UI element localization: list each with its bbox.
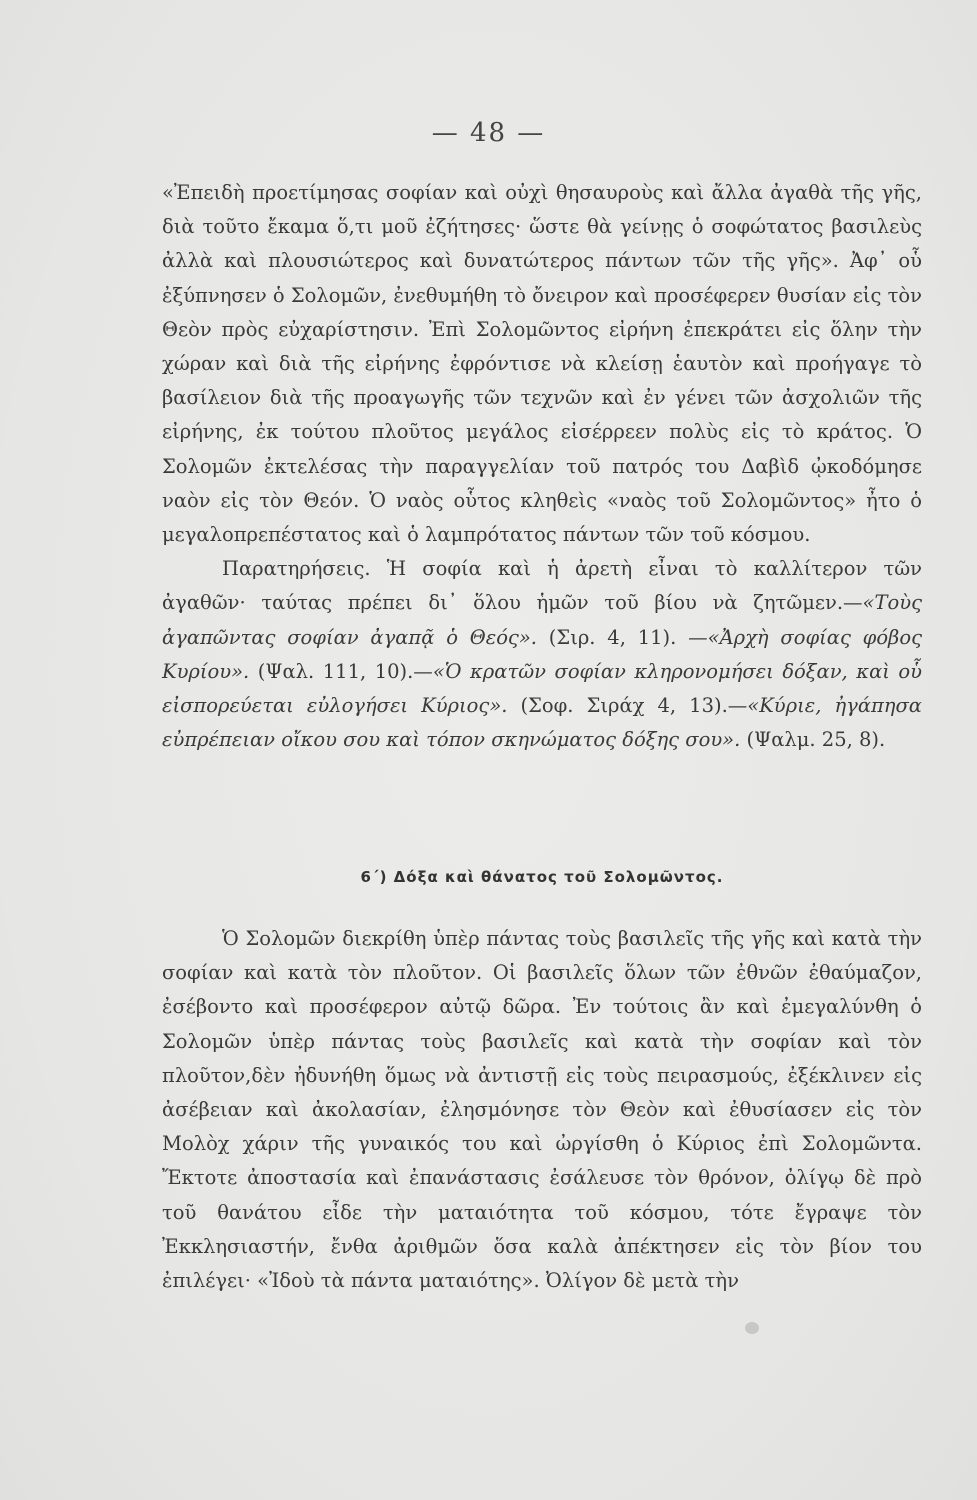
observations-label: Παρατηρήσεις. bbox=[222, 557, 371, 581]
section-heading: 6΄) Δόξα καὶ θάνατος τοῦ Σολομῶντος. bbox=[360, 868, 724, 886]
reference-sirach-4-11: (Σιρ. 4, 11). — bbox=[548, 625, 708, 649]
ink-blot bbox=[745, 1322, 759, 1334]
page-number: — 48 — bbox=[431, 118, 546, 148]
reference-sirach-4-13: (Σοφ. Σιράχ 4, 13).— bbox=[520, 694, 748, 718]
paragraph-glory-and-death: Ὁ Σολομῶν διεκρίθη ὑπὲρ πάντας τοὺς βασιλεῖς τῆς γῆς καὶ κατὰ τὴν σοφίαν καὶ κατὰ τὸν πλοῦτον. Οἱ βασιλεῖς ὅλων τῶν ἐθνῶν ἐθαύμαζον, ἐσέβοντο καὶ προσέφερον αὐτῷ δῶρα. Ἐν τούτοις ἂν καὶ ἐμεγαλύνθη ὁ Σολομῶν ὑπὲρ πάντας τοὺς βασιλεῖς καὶ κατὰ τὴν σοφίαν καὶ τὸν πλοῦτον,δὲν ἠδυνήθη ὅμως νὰ ἀντιστῇ εἰς τοὺς πειρασμούς, ἐξέκλινεν εἰς ἀσέβειαν καὶ ἀκολασίαν, ἐλησμόνησε τὸν Θεὸν καὶ ἐθυσίασεν εἰς τὸν Μολὸχ χάριν τῆς γυναικός του καὶ ὠργίσθη ὁ Κύριος ἐπὶ Σολομῶντα. Ἔκτοτε ἀποστασία καὶ ἐπανάστασις ἐσάλευσε τὸν θρόνον, ὀλίγῳ δὲ πρὸ τοῦ θανάτου εἶδε τὴν ματαιότητα τοῦ κόσμου, τότε ἔγραψε τὸν Ἐκκλησιαστήν, ἔνθα ἀριθμῶν ὅσα καλὰ ἀπέκτησεν εἰς τὸν βίον του ἐπιλέγει· «Ἰδοὺ τὰ πάντα ματαιότης». Ὀλίγον δὲ μετὰ τὴν bbox=[162, 927, 922, 1293]
section-text-block bbox=[162, 922, 922, 1298]
quote-sirach-4-11: «Τοὺς ἀγαπῶντας σοφίαν ἀγαπᾷ ὁ Θεός». bbox=[162, 591, 922, 649]
quote-psalm-25: «Κύριε, ἠγάπησα εὐπρέπειαν οἴκου σου καὶ τόπον σκηνώματος δόξης σου». bbox=[162, 694, 922, 752]
paragraph-solomon-dream: «Ἐπειδὴ προετίμησας σοφίαν καὶ οὐχὶ θησαυροὺς καὶ ἄλλα ἀγαθὰ τῆς γῆς, διὰ τοῦτο ἔκαμα ὅ,τι μοῦ ἐζήτησες· ὥστε θὰ γείνῃς ὁ σοφώτατος βασιλεὺς ἀλλὰ καὶ πλουσιώτερος καὶ δυνατώτερος πάντων τῶν τῆς γῆς». Ἀφ᾽ οὗ ἐξύπνησεν ὁ Σολομῶν, ἐνεθυμήθη τὸ ὄνειρον καὶ προσέφερεν θυσίαν εἰς τὸν Θεὸν πρὸς εὐχαρίστησιν. Ἐπὶ Σολομῶντος εἰρήνη ἐπεκράτει εἰς ὅλην τὴν χώραν καὶ διὰ τῆς εἰρήνης ἐφρόντισε νὰ κλείσῃ ἑαυτὸν καὶ προήγαγε τὸ βασίλειον διὰ τῆς προαγωγῆς τῶν τεχνῶν καὶ ἐν γένει τῶν ἀσχολιῶν τῆς εἰρήνης, ἐκ τούτου πλοῦτος μεγάλος εἰσέρρεεν πολὺς εἰς τὸ κράτος. Ὁ Σολομῶν ἐκτελέσας τὴν παραγγελίαν τοῦ πατρός του Δαβὶδ ᾠκοδόμησε ναὸν εἰς τὸν Θεόν. Ὁ ναὸς οὗτος κληθεὶς «ναὸς τοῦ Σολομῶντος» ἦτο ὁ μεγαλοπρεπέστατος καὶ ὁ λαμπρότατος πάντων τῶν τοῦ κόσμου. bbox=[162, 181, 922, 547]
quote-sirach-4-13: «Ὁ κρατῶν σοφίαν κληρονομήσει δόξαν, καὶ οὗ εἰσπορεύεται εὐλογήσει Κύριος». bbox=[162, 659, 922, 718]
observations-paragraph bbox=[162, 552, 922, 757]
reference-psalm-25: (Ψαλμ. 25, 8). bbox=[746, 728, 886, 752]
reference-psalm-111: (Ψαλ. 111, 10).— bbox=[257, 659, 433, 683]
quote-psalm-111: «Ἀρχὴ σοφίας φόβος Κυρίου». bbox=[162, 625, 922, 683]
observations-text: Ἡ σοφία καὶ ἡ ἀρετὴ εἶναι τὸ καλλίτερον τῶν ἀγαθῶν· ταύτας πρέπει δι᾽ ὅλου ἡμῶν τοῦ βίου νὰ ζητῶμεν.— bbox=[162, 557, 923, 615]
main-text-block bbox=[162, 176, 922, 757]
